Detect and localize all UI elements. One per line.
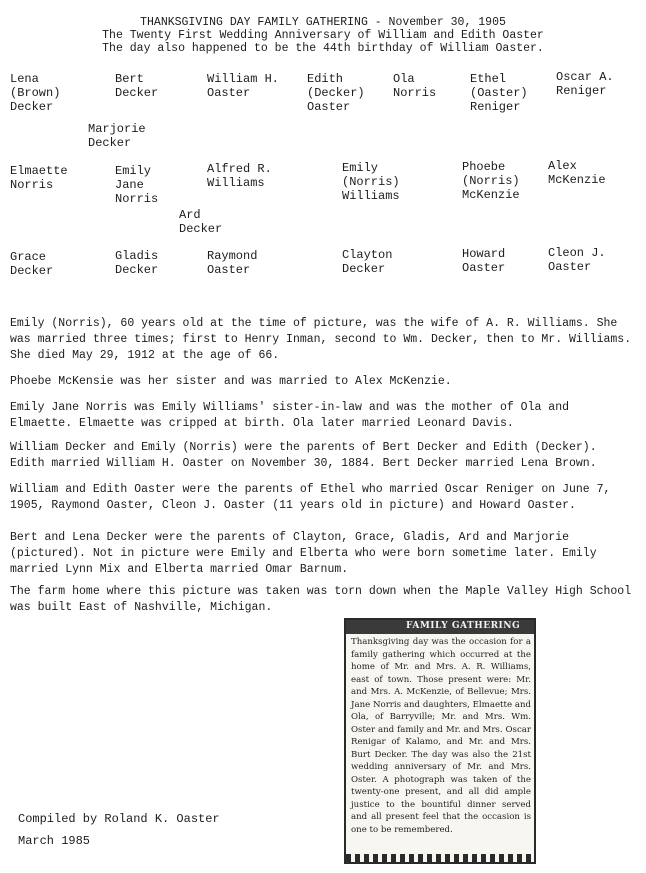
person-label: Grace Decker — [10, 250, 54, 278]
compiled-by: Compiled by Roland K. Oaster — [18, 812, 220, 826]
person-label: Gladis Decker — [115, 249, 159, 277]
paragraph-oaster-parents: William and Edith Oaster were the parents of Ethel who married Oscar Reniger on June 7, 1905, Raymond Oaster, Cleon J. Oaster (11 years old in picture) and Howard Oaster. — [10, 483, 611, 512]
person-label: Bert Decker — [115, 72, 159, 100]
person-label: Ola Norris — [393, 72, 437, 100]
person-label: Emily Jane Norris — [115, 164, 159, 206]
paragraph-farm-home: The farm home where this picture was taken was torn down when the Maple Valley High School was built East of Nashville, Michigan. — [10, 585, 632, 614]
person-label: Oscar A. Reniger — [556, 70, 614, 98]
person-label: Raymond Oaster — [207, 249, 258, 277]
person-label: Emily (Norris) Williams — [342, 161, 400, 203]
newspaper-clipping — [344, 618, 536, 864]
compiled-date: March 1985 — [18, 834, 91, 848]
header-anniversary: The Twenty First Wedding Anniversary of William and Edith Oaster — [102, 29, 544, 42]
person-label: Alfred R. Williams — [207, 162, 272, 190]
person-label: Edith (Decker) Oaster — [307, 72, 365, 114]
person-label: Howard Oaster — [462, 247, 506, 275]
clipping-text: Thanksgiving day was the occasion for a family gathering which occurred at the home of Mr. and Mrs. A. R. Williams, east of town. Those present were: Mr. and Mrs. A. McKenzie, of Bellevue; Mrs. Jane Norris and daughters, Elmaette and Ola, of Barryville; Mr. and Mrs. Wm. Oster and family and Mr. and Mrs. Oscar Renigar of Kalamo, and Mr. and Mrs. Burt Decker. The day was also the 21st wedding anniversary of Mr. and Mrs. Oster. A photograph was taken of the twenty-one present, and all did ample justice to the bountiful dinner served and all present feel that the occasion is one to be remembered. — [351, 637, 531, 835]
person-label: Ard Decker — [179, 208, 223, 236]
person-label: William H. Oaster — [207, 72, 280, 100]
person-label: Cleon J. Oaster — [548, 246, 606, 274]
person-label: Clayton Decker — [342, 248, 393, 276]
person-label: Phoebe (Norris) McKenzie — [462, 160, 520, 202]
person-label: Alex McKenzie — [548, 159, 606, 187]
person-label: Ethel (Oaster) Reniger — [470, 72, 528, 114]
clipping-title: FAMILY GATHERING — [406, 621, 521, 631]
header-birthday: The day also happened to be the 44th birthday of William Oaster. — [102, 42, 544, 55]
paragraph-decker-parents: William Decker and Emily (Norris) were the parents of Bert Decker and Edith (Decker). Edith married William H. Oaster on November 30, 1884. Bert Decker married Lena Brown. — [10, 441, 597, 470]
paragraph-emily: Emily (Norris), 60 years old at the time of picture, was the wife of A. R. Williams. She was married three times; first to Henry Inman, second to Wm. Decker, then to Mr. Williams. She died May 29, 1912 at the age of 66. — [10, 317, 632, 362]
paragraph-phoebe: Phoebe McKensie was her sister and was married to Alex McKenzie. — [10, 375, 452, 388]
person-label: Marjorie Decker — [88, 122, 146, 150]
paragraph-bert-lena: Bert and Lena Decker were the parents of Clayton, Grace, Gladis, Ard and Marjorie (pictured). Not in picture were Emily and Elberta who were born sometime later. Emily married Lynn Mix and Elberta married Omar Barnum. — [10, 531, 597, 576]
header-title: THANKSGIVING DAY FAMILY GATHERING - November 30, 1905 — [140, 16, 506, 29]
clipping-torn-edge — [346, 854, 534, 862]
person-label: Elmaette Norris — [10, 164, 68, 192]
person-label: Lena (Brown) Decker — [10, 72, 61, 114]
paragraph-emily-jane: Emily Jane Norris was Emily Williams' sister-in-law and was the mother of Ola and Elmaette. Elmaette was cripped at birth. Ola later married Leonard Davis. — [10, 401, 569, 430]
